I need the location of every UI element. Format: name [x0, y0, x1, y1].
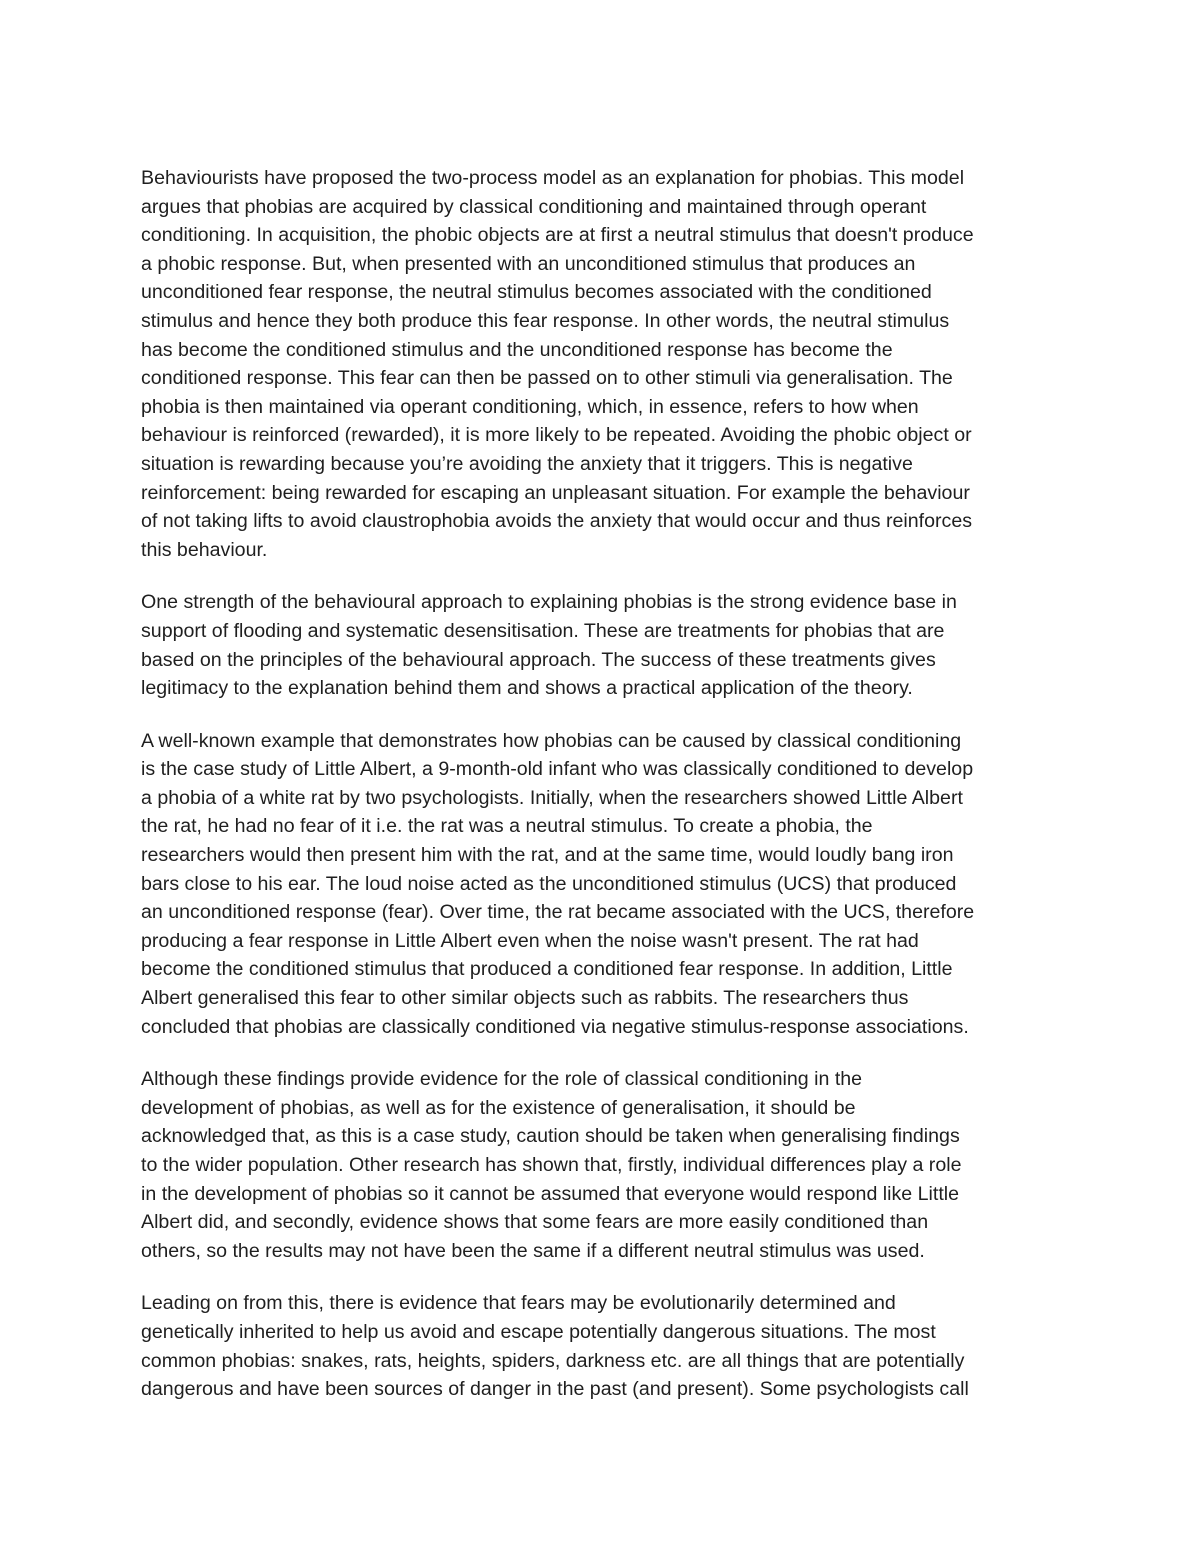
- text-line: A well-known example that demonstrates how phobias can be caused by classical conditioning: [141, 729, 962, 752]
- text-line: stimulus and hence they both produce this fear response. In other words, the neutral stimulus: [141, 309, 950, 332]
- text-line: bars close to his ear. The loud noise acted as the unconditioned stimulus (UCS) that produced: [141, 872, 957, 895]
- text-line: situation is rewarding because you’re avoiding the anxiety that it triggers. This is negative: [141, 452, 913, 475]
- paragraph-5: [141, 1289, 1071, 1403]
- document-body: [141, 164, 1071, 1404]
- text-line: a phobic response. But, when presented with an unconditioned stimulus that produces an: [141, 252, 916, 275]
- text-line: argues that phobias are acquired by classical conditioning and maintained through operant: [141, 195, 927, 218]
- text-line: genetically inherited to help us avoid and escape potentially dangerous situations. The most: [141, 1320, 936, 1343]
- text-line: is the case study of Little Albert, a 9-month-old infant who was classically conditioned to develop: [141, 758, 974, 781]
- text-line: phobia is then maintained via operant conditioning, which, in essence, refers to how when: [141, 395, 919, 418]
- text-line: acknowledged that, as this is a case study, caution should be taken when generalising findings: [141, 1125, 960, 1148]
- paragraph-3: [141, 727, 1071, 1042]
- text-line: of not taking lifts to avoid claustrophobia avoids the anxiety that would occur and thus reinforces: [141, 510, 973, 533]
- text-line: development of phobias, as well as for the existence of generalisation, it should be: [141, 1096, 856, 1119]
- text-line: to the wider population. Other research has shown that, firstly, individual differences play a role: [141, 1154, 962, 1176]
- text-line: an unconditioned response (fear). Over time, the rat became associated with the UCS, therefore: [141, 901, 975, 924]
- paragraph-4: [141, 1065, 1071, 1265]
- text-line: concluded that phobias are classically conditioned via negative stimulus-response associations.: [141, 1015, 969, 1038]
- text-line: One strength of the behavioural approach to explaining phobias is the strong evidence base in: [141, 591, 957, 614]
- text-line: Albert generalised this fear to other similar objects such as rabbits. The researchers thus: [141, 987, 909, 1010]
- text-line: Although these findings provide evidence for the role of classical conditioning in the: [141, 1068, 863, 1091]
- text-line: researchers would then present him with the rat, and at the same time, would loudly bang iron: [141, 844, 954, 867]
- text-line: a phobia of a white rat by two psychologists. Initially, when the researchers showed Little Albert: [141, 786, 963, 809]
- text-line: based on the principles of the behavioural approach. The success of these treatments gives: [141, 648, 936, 671]
- text-line: dangerous and have been sources of danger in the past (and present). Some psychologists call: [141, 1378, 969, 1401]
- text-line: support of flooding and systematic desensitisation. These are treatments for phobias that are: [141, 619, 945, 642]
- text-line: become the conditioned stimulus that produced a conditioned fear response. In addition, Little: [141, 958, 953, 981]
- text-line: behaviour is reinforced (rewarded), it is more likely to be repeated. Avoiding the phobic object or: [141, 424, 972, 447]
- paragraph-2: [141, 588, 1071, 702]
- text-line: this behaviour.: [141, 538, 268, 561]
- text-line: conditioned response. This fear can then be passed on to other stimuli via generalisation. The: [141, 367, 953, 390]
- text-line: producing a fear response in Little Albert even when the noise wasn't present. The rat had: [141, 929, 919, 952]
- text-line: has become the conditioned stimulus and the unconditioned response has become the: [141, 338, 893, 361]
- paragraph-1: [141, 164, 1071, 564]
- text-line: common phobias: snakes, rats, heights, spiders, darkness etc. are all things that are potentially: [141, 1349, 965, 1372]
- text-line: unconditioned fear response, the neutral stimulus becomes associated with the conditioned: [141, 281, 932, 304]
- text-line: others, so the results may not have been the same if a different neutral stimulus was used.: [141, 1239, 925, 1262]
- text-line: Albert did, and secondly, evidence shows that some fears are more easily conditioned than: [141, 1211, 929, 1234]
- text-line: reinforcement: being rewarded for escaping an unpleasant situation. For example the behaviour: [141, 481, 970, 504]
- text-line: conditioning. In acquisition, the phobic objects are at first a neutral stimulus that doesn't produce: [141, 224, 974, 247]
- text-line: legitimacy to the explanation behind them and shows a practical application of the theory.: [141, 677, 913, 700]
- text-line: in the development of phobias so it cannot be assumed that everyone would respond like Little: [141, 1182, 960, 1205]
- text-line: Leading on from this, there is evidence that fears may be evolutionarily determined and: [141, 1292, 896, 1315]
- text-line: Behaviourists have proposed the two-process model as an explanation for phobias. This model: [141, 167, 965, 189]
- text-line: the rat, he had no fear of it i.e. the rat was a neutral stimulus. To create a phobia, the: [141, 815, 873, 838]
